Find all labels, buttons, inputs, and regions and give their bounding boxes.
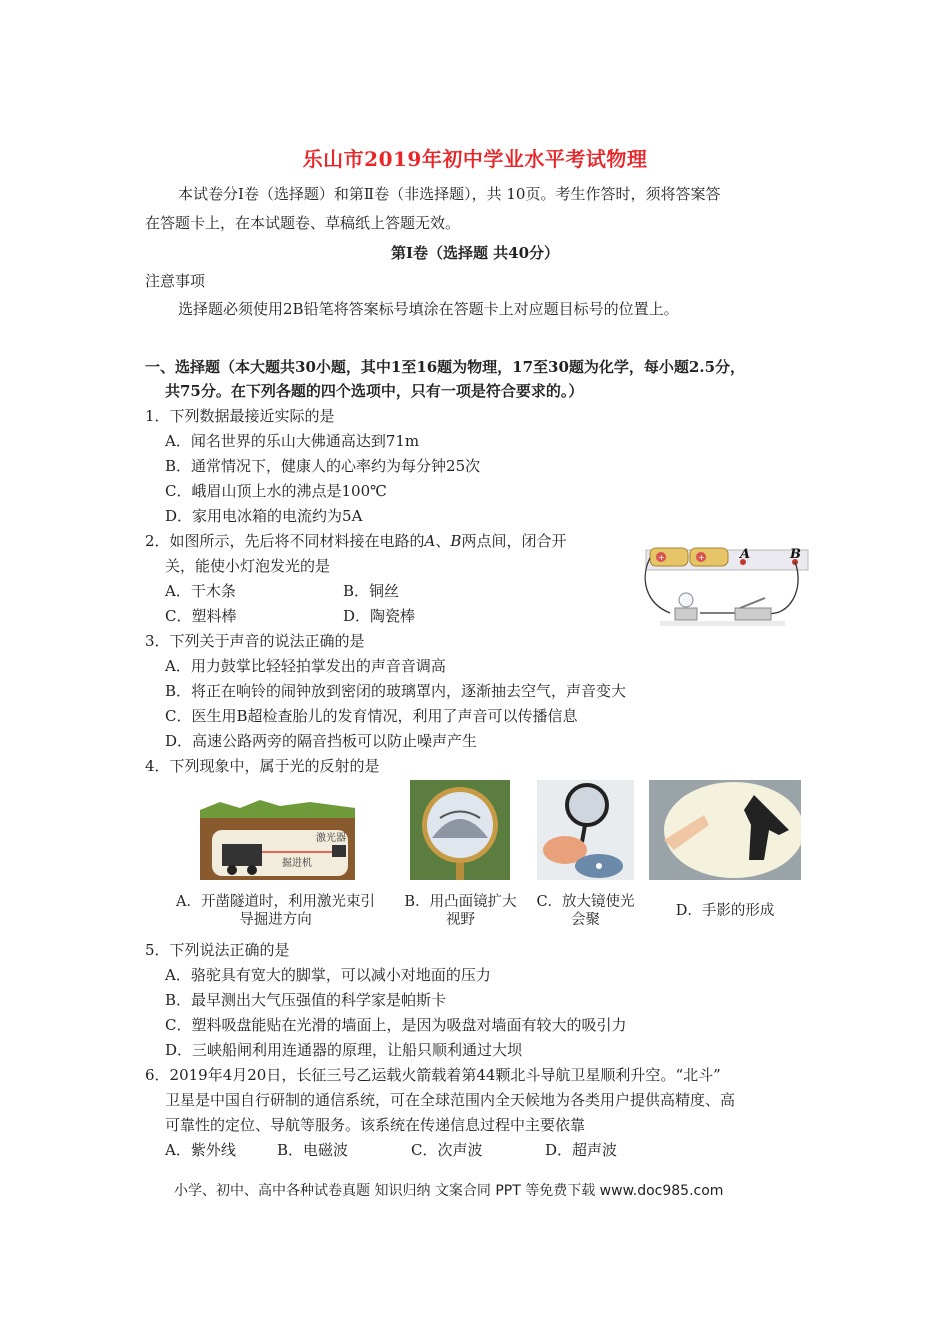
q2-stem-line-2: 关，能使小灯泡发光的是 — [165, 557, 331, 575]
q4-option-b — [393, 893, 528, 929]
part1-line-2: 共75分。在下列各题的四个选项中，只有一项是符合要求的。） — [165, 382, 584, 400]
q6-option-d: D．超声波 — [545, 1141, 618, 1159]
q6-option-c: C．次声波 — [411, 1141, 483, 1159]
notice-heading: 注意事项 — [145, 272, 206, 290]
q3-option-a: A．用力鼓掌比轻轻拍掌发出的声音音调高 — [165, 657, 446, 675]
q5-option-a: A．骆驼具有宽大的脚掌，可以减小对地面的压力 — [165, 966, 491, 984]
q6-line-3: 可靠性的定位、导航等服务。该系统在传递信息过程中主要依靠 — [165, 1116, 586, 1134]
q5-option-d: D．三峡船闸利用连通器的原理，让船只顺利通过大坝 — [165, 1041, 523, 1059]
q2-stem-line-1 — [145, 530, 566, 551]
laser-label: 激光器 — [316, 833, 346, 844]
hand-shadow-figure — [649, 780, 801, 880]
q3-option-b: B．将正在响铃的闹钟放到密闭的玻璃罩内，逐渐抽去空气，声音变大 — [165, 682, 627, 700]
bulb-base — [675, 608, 697, 620]
q4-option-c-line-1: C．放大镜使光 — [536, 894, 635, 910]
machine-label: 掘进机 — [282, 858, 312, 869]
q4-option-a-line-2: 导掘进方向 — [239, 912, 312, 928]
q1-option-b: B．通常情况下，健康人的心率约为每分钟25次 — [165, 457, 481, 475]
switch-lever — [740, 598, 765, 608]
q2-stem-sep: 、 — [435, 532, 451, 550]
magnifier-figure — [537, 780, 634, 880]
q3-stem: 3．下列关于声音的说法正确的是 — [145, 632, 365, 650]
q4-option-d: D．手影的形成 — [675, 903, 775, 919]
q2-point-a: A — [424, 532, 436, 550]
q2-option-b: B．铜丝 — [343, 582, 400, 600]
q5-stem: 5．下列说法正确的是 — [145, 941, 290, 959]
q3-option-d: D．高速公路两旁的隔音挡板可以防止噪声产生 — [165, 732, 478, 750]
section-title: 第Ⅰ卷（选择题 共40分） — [390, 244, 560, 262]
q1-option-a: A．闻名世界的乐山大佛通高达到71m — [165, 432, 420, 450]
q2-option-a: A．干木条 — [165, 582, 236, 600]
battery-1 — [650, 548, 688, 566]
q2-option-c: C．塑料棒 — [165, 607, 237, 625]
q6-line-1: 6．2019年4月20日，长征三号乙运载火箭载着第44颗北斗导航卫星顺利升空。“北斗” — [145, 1066, 721, 1084]
q1-option-c: C．峨眉山顶上水的沸点是100℃ — [165, 482, 387, 500]
intro-line-1: 本试卷分Ⅰ卷（选择题）和第Ⅱ卷（非选择题），共 10页。考生作答时，须将答案答 — [178, 185, 721, 203]
q6-line-2: 卫星是中国自行研制的通信系统，可在全球范围内全天候地为各类用户提供高精度、高 — [165, 1091, 736, 1109]
q5-option-b: B．最早测出大气压强值的科学家是帕斯卡 — [165, 991, 447, 1009]
q3-option-c: C．医生用B超检查胎儿的发育情况，利用了声音可以传播信息 — [165, 707, 578, 725]
q2-stem-part-1: 2．如图所示，先后将不同材料接在电路的 — [145, 532, 425, 550]
convex-mirror-figure — [410, 780, 510, 880]
footer-text: 小学、初中、高中各种试卷真题 知识归纳 文案合同 PPT 等免费下载 www.doc985.com — [174, 1183, 724, 1199]
tunnel-laser-figure — [200, 800, 355, 880]
svg-text:+: + — [658, 553, 665, 562]
q4-option-b-line-1: B．用凸面镜扩大 — [404, 894, 517, 910]
q4-stem: 4．下列现象中，属于光的反射的是 — [145, 757, 380, 775]
q4-option-c-line-2: 会聚 — [571, 912, 600, 928]
q2-stem-part-2: 两点间，闭合开 — [461, 532, 567, 550]
q6-option-a: A．紫外线 — [165, 1141, 236, 1159]
q4-option-b-line-2: 视野 — [446, 912, 475, 928]
circuit-figure — [640, 538, 815, 633]
q1-option-d: D．家用电冰箱的电流约为5A — [165, 507, 363, 525]
bulb-icon — [679, 593, 693, 607]
q4-option-a-line-1: A．开凿隧道时，利用激光束引 — [176, 894, 375, 910]
q4-option-c — [528, 893, 643, 929]
switch-base — [735, 608, 771, 620]
q6-option-b: B．电磁波 — [277, 1141, 349, 1159]
q4-option-a — [158, 893, 393, 929]
part1-line-1: 一、选择题（本大题共30小题，其中1至16题为物理，17至30题为化学，每小题2.5分， — [145, 358, 746, 376]
svg-text:+: + — [698, 553, 705, 562]
battery-2 — [690, 548, 728, 566]
magnifier-icon — [567, 785, 607, 825]
circuit-label-a: A — [740, 547, 751, 562]
page-title: 乐山市2019年初中学业水平考试物理 — [302, 147, 648, 171]
q2-point-b: B — [450, 532, 462, 550]
notice-text: 选择题必须使用2B铅笔将答案标号填涂在答题卡上对应题目标号的位置上。 — [178, 300, 679, 318]
intro-line-2: 在答题卡上，在本试题卷、草稿纸上答题无效。 — [145, 214, 461, 232]
tunnel-machine — [222, 844, 262, 866]
q2-option-d: D．陶瓷棒 — [343, 607, 416, 625]
circuit-label-b: B — [790, 547, 801, 562]
q5-option-c: C．塑料吸盘能贴在光滑的墙面上，是因为吸盘对墙面有较大的吸引力 — [165, 1016, 627, 1034]
q1-stem: 1．下列数据最接近实际的是 — [145, 407, 335, 425]
